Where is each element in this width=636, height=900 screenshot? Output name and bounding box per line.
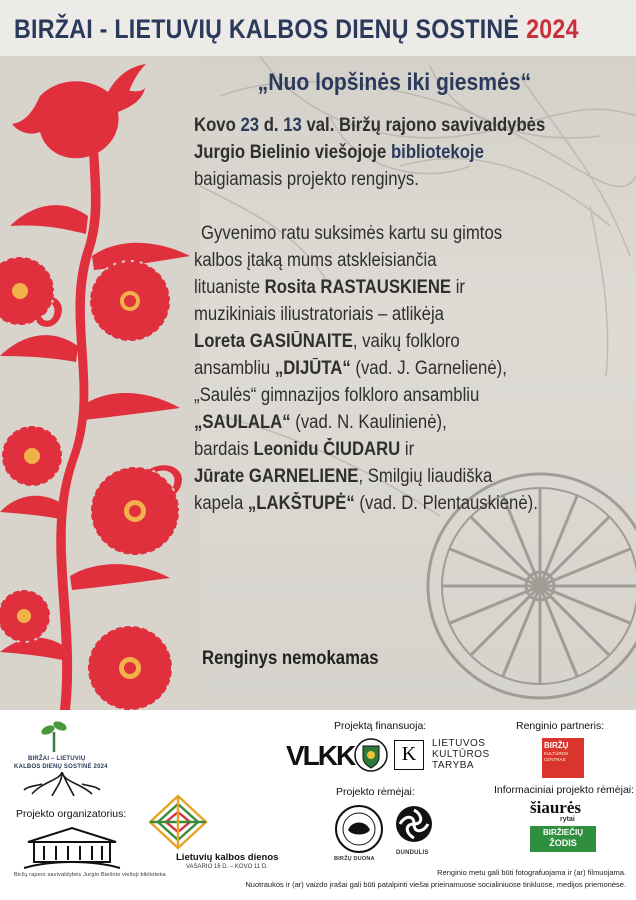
tree-sprout-icon bbox=[40, 720, 68, 752]
language-days-pattern-icon bbox=[148, 794, 208, 850]
title-year: 2024 bbox=[526, 14, 579, 44]
birzu-duona-logo bbox=[334, 804, 384, 854]
roots-icon bbox=[22, 772, 102, 796]
partners-label: Renginio partneris: bbox=[516, 720, 605, 732]
event-line-8: muzikiniais iliustratoriais – atlikėja bbox=[194, 304, 444, 325]
rytai-subtitle: rytai bbox=[560, 816, 575, 823]
event-text-lines bbox=[194, 112, 634, 517]
lkt-logo-text: LIETUVOS KULTŪROS TARYBA bbox=[432, 738, 490, 771]
event-line-blank bbox=[194, 193, 581, 220]
capital-logo-line-1: BIRŽAI – LIETUVIŲ bbox=[28, 756, 86, 762]
event-line-10: ansambliu „DIJŪTA“ (vad. J. Garnelienė), bbox=[194, 358, 507, 379]
event-line-7: lituaniste Rosita RASTAUSKIENE ir bbox=[194, 277, 465, 298]
dundulis-caption: DUNDULIS bbox=[396, 850, 429, 856]
header-bar bbox=[0, 0, 636, 56]
language-days-title: Lietuvių kalbos dienos bbox=[176, 852, 279, 863]
capital-logo-line-2: KALBOS DIENŲ SOSTINĖ 2024 bbox=[14, 764, 108, 770]
photo-disclaimer-2: Nuotraukos ir (ar) vaizdo įrašai gali būti patalpinti viešai prieinamuose socialiniuose tinkluose, medijos priemonėse. bbox=[245, 880, 626, 889]
library-building-icon bbox=[22, 824, 122, 870]
birzieciu-zodis-logo: BIRŽIEČIŲ ŽODIS bbox=[530, 826, 596, 852]
library-caption: Biržų rajono savivaldybės Jurgio Bielinio viešoji biblioteka bbox=[14, 872, 166, 878]
funded-label: Projektą finansuoja: bbox=[334, 720, 427, 732]
birzu-kc-logo: BIRŽŲ KULTŪROS CENTRAS bbox=[542, 738, 584, 778]
vlkk-logo: VLKK bbox=[286, 740, 355, 771]
info-supporters-label: Informaciniai projekto rėmėjai: bbox=[494, 784, 635, 796]
title-text: BIRŽAI - LIETUVIŲ KALBOS DIENŲ SOSTINĖ bbox=[14, 14, 520, 44]
coat-of-arms-icon bbox=[354, 736, 388, 774]
photo-disclaimer-1: Renginio metu gali būti fotografuojama ir (ar) filmuojama. bbox=[437, 868, 626, 877]
event-line-14: Jūrate GARNELIENE, Smilgių liaudiška bbox=[194, 466, 493, 487]
event-line-1: Kovo 23 d. 13 val. Biržų rajono savivaldybės bbox=[194, 115, 546, 136]
event-line-15: kapela „LAKŠTUPĖ“ (vad. D. Plentauskienė). bbox=[194, 493, 538, 514]
folk-papercut-illustration bbox=[0, 56, 200, 710]
siaures-rytai-logo: šiaurės bbox=[530, 798, 581, 817]
event-description bbox=[194, 64, 624, 669]
language-days-dates: VASARIO 16 D. – KOVO 11 D. bbox=[186, 864, 268, 870]
free-entry-note: Renginys nemokamas bbox=[202, 648, 379, 669]
lkt-k-icon: K bbox=[394, 740, 424, 770]
sponsors-footer bbox=[0, 710, 636, 900]
event-line-5: Gyvenimo ratu suksimės kartu su gimtos bbox=[201, 223, 503, 244]
supporters-label: Projekto rėmėjai: bbox=[336, 786, 415, 798]
duona-caption: BIRŽŲ DUONA bbox=[334, 856, 375, 862]
event-line-2: Jurgio Bielinio viešojoje bibliotekoje bbox=[194, 142, 484, 163]
poster-title bbox=[14, 14, 579, 45]
event-line-3: baigiamasis projekto renginys. bbox=[194, 169, 419, 190]
event-line-6: kalbos įtaką mums atskleisiančia bbox=[194, 250, 437, 271]
event-line-12: „SAULALA“ (vad. N. Kaulinienė), bbox=[194, 412, 447, 433]
event-line-9: Loreta GASIŪNAITE, vaikų folkloro bbox=[194, 331, 460, 352]
dundulis-logo bbox=[394, 804, 434, 844]
event-line-11: „Saulės“ gimnazijos folkloro ansambliu bbox=[194, 385, 480, 406]
event-subtitle: „Nuo lopšinės iki giesmės“ bbox=[257, 69, 532, 96]
event-line-13: bardais Leonidu ČIUDARU ir bbox=[194, 439, 415, 460]
organizer-label: Projekto organizatorius: bbox=[16, 808, 127, 820]
